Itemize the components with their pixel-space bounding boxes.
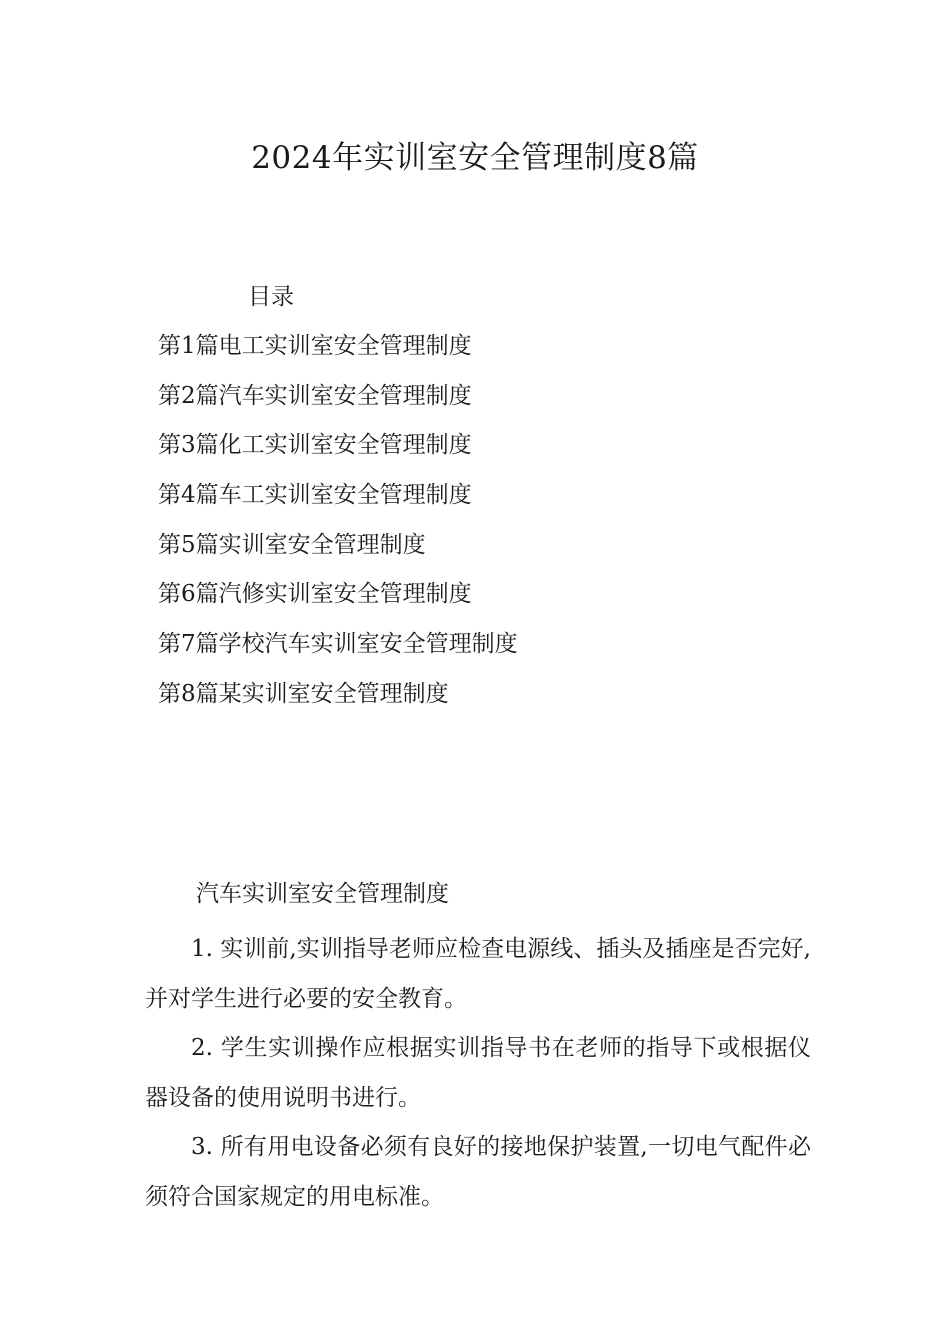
toc-item-7: 第7篇学校汽车实训室安全管理制度 <box>158 631 518 658</box>
toc-item-5: 第5篇实训室安全管理制度 <box>158 531 426 558</box>
section-heading: 汽车实训室安全管理制度 <box>196 881 449 907</box>
document-title: 2024年实训室安全管理制度8篇 <box>251 140 699 176</box>
paragraph-2: 2. 学生实训操作应根据实训指导书在老师的指导下或根据仪器设备的使用说明书进行。 <box>145 1035 811 1111</box>
toc-item-4: 第4篇车工实训室安全管理制度 <box>158 482 472 509</box>
table-of-contents <box>158 329 518 727</box>
section-body <box>145 925 811 1222</box>
toc-item-2: 第2篇汽车实训室安全管理制度 <box>158 382 472 409</box>
paragraph-1: 1. 实训前,实训指导老师应检查电源线、插头及插座是否完好,并对学生进行必要的安全教育。 <box>145 936 811 1012</box>
paragraph-3: 3. 所有用电设备必须有良好的接地保护装置,一切电气配件必须符合国家规定的用电标准。 <box>145 1134 811 1210</box>
toc-item-3: 第3篇化工实训室安全管理制度 <box>158 432 472 459</box>
toc-item-1: 第1篇电工实训室安全管理制度 <box>158 333 472 359</box>
toc-heading: 目录 <box>248 284 294 310</box>
toc-item-6: 第6篇汽修实训室安全管理制度 <box>158 581 472 608</box>
toc-item-8: 第8篇某实训室安全管理制度 <box>158 680 449 707</box>
